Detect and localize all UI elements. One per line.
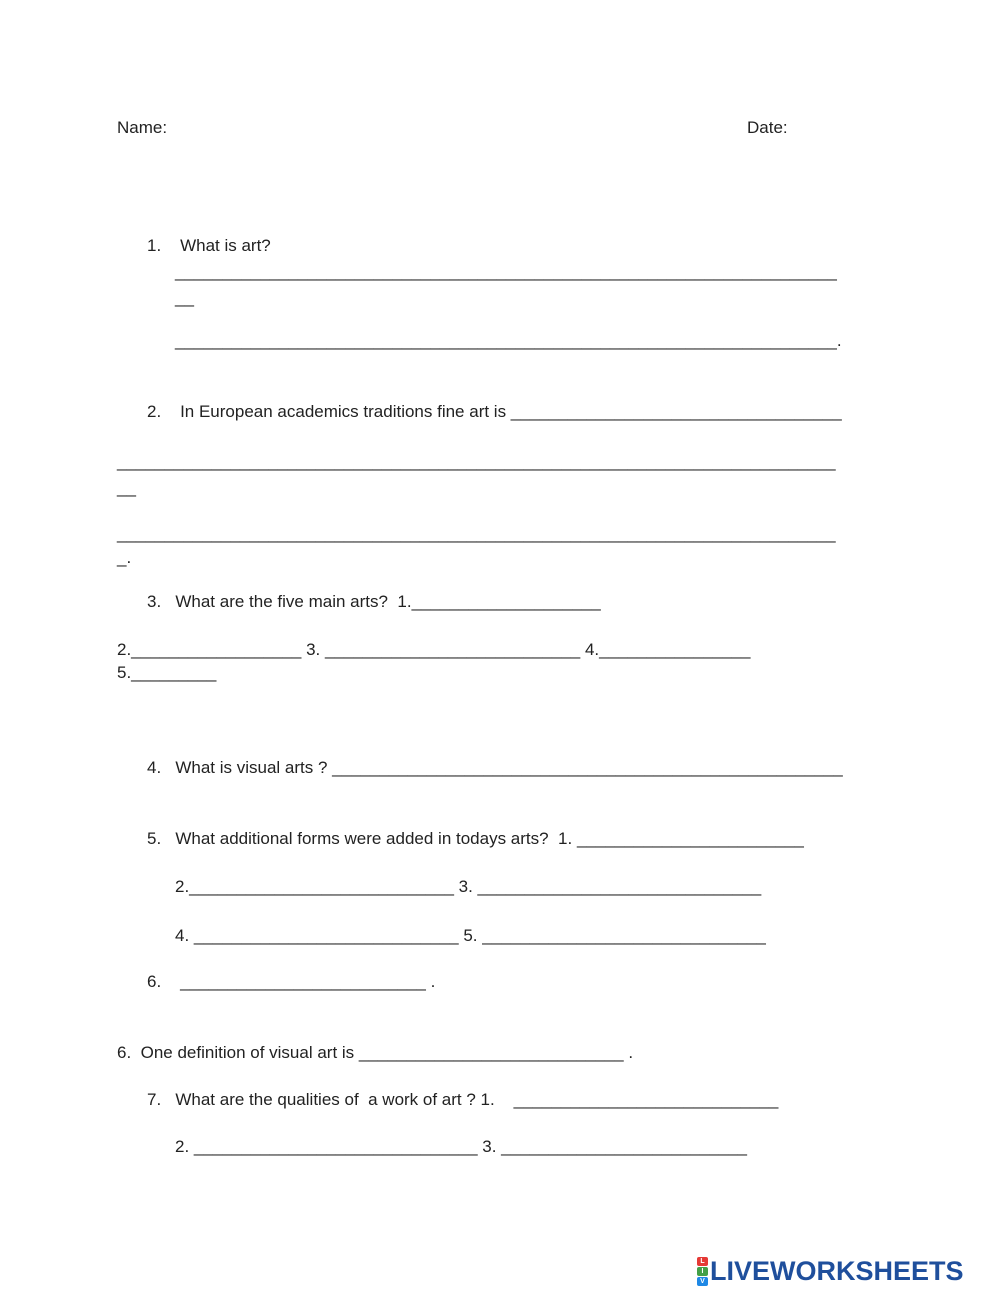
answer-line[interactable]: 6. __________________________ .	[147, 972, 436, 991]
answer-line[interactable]: ____________________________________________________________________________	[117, 452, 836, 471]
answer-line[interactable]: _.	[117, 548, 132, 567]
logo-block: I	[697, 1267, 708, 1276]
answer-line[interactable]: 5._________	[117, 663, 217, 682]
logo-block: V	[697, 1277, 708, 1286]
answer-line[interactable]: ______________________________________________________________________.	[175, 331, 842, 350]
date-label: Date:	[747, 118, 788, 137]
logo-mark-icon	[697, 1257, 708, 1286]
answer-line[interactable]: __	[117, 478, 136, 497]
question-1: 1. What is art?	[147, 236, 271, 255]
question-5: 5. What additional forms were added in todays arts? 1. ________________________	[147, 829, 804, 848]
answer-line[interactable]: ______________________________________________________________________	[175, 262, 837, 281]
liveworksheets-logo	[697, 1256, 964, 1286]
question-2: 2. In European academics traditions fine art is ___________________________________	[147, 402, 842, 421]
question-7: 7. What are the qualities of a work of art ? 1. ____________________________	[147, 1090, 779, 1109]
logo-block: L	[697, 1257, 708, 1266]
answer-line[interactable]: 2. ______________________________ 3. __________________________	[175, 1137, 747, 1156]
question-3: 3. What are the five main arts? 1.____________________	[147, 592, 601, 611]
logo-text: LIVEWORKSHEETS	[710, 1255, 964, 1286]
answer-line[interactable]: 4. ____________________________ 5. ______________________________	[175, 926, 766, 945]
answer-line[interactable]: ____________________________________________________________________________	[117, 524, 836, 543]
question-4: 4. What is visual arts ? ______________________________________________________	[147, 758, 843, 777]
name-label: Name:	[117, 118, 168, 137]
answer-line[interactable]: 2.__________________ 3. ___________________________ 4.________________	[117, 640, 751, 659]
question-6: 6. One definition of visual art is ____________________________ .	[117, 1043, 634, 1062]
answer-line[interactable]: 2.____________________________ 3. ______________________________	[175, 877, 762, 896]
answer-line[interactable]: __	[175, 288, 194, 307]
